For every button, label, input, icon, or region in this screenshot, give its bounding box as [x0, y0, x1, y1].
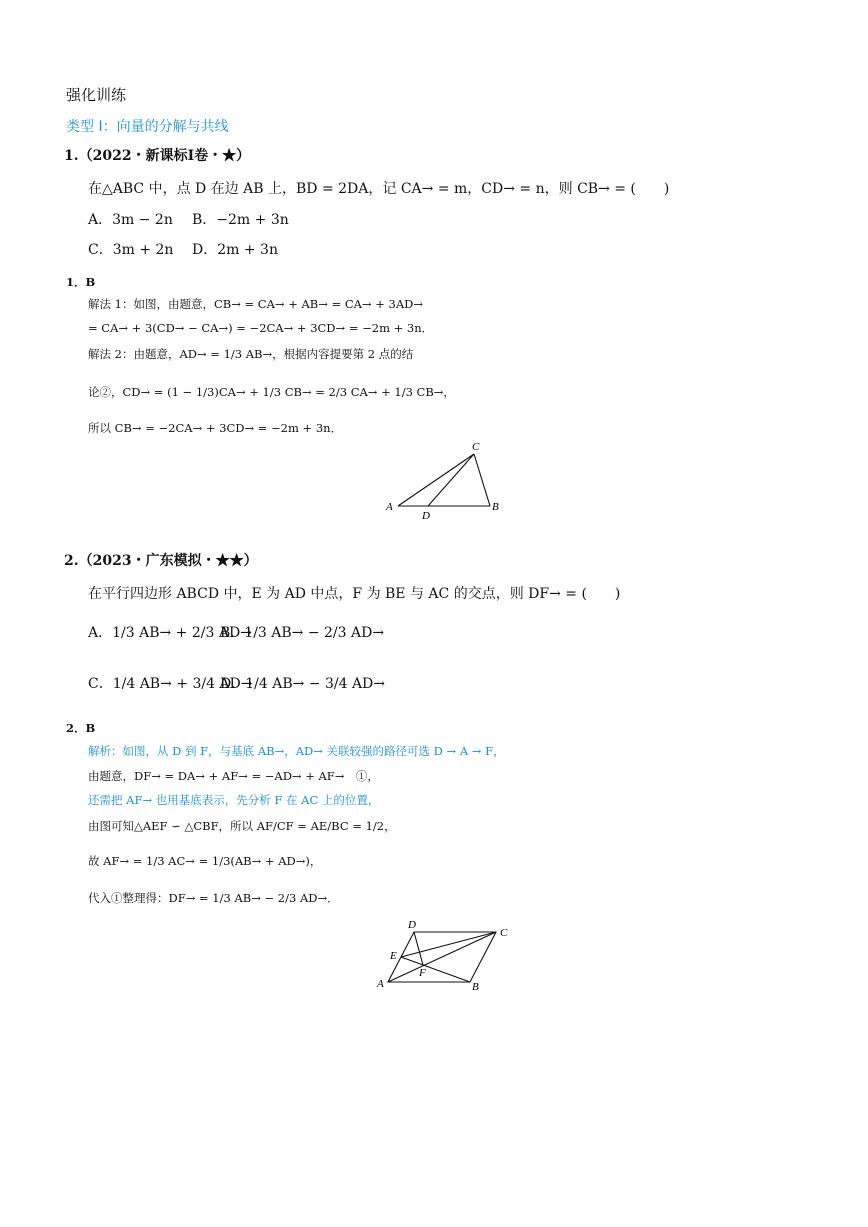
q2-option-c: C．1/4 AB→ + 3/4 AD→: [88, 676, 253, 692]
a2-line-6: 代入①整理得：DF→ = 1/3 AB→ − 2/3 AD→．: [88, 891, 339, 905]
triangle-label-a: A: [386, 501, 393, 513]
q1-option-a: A．3m − 2n: [88, 212, 173, 228]
a2-header: 2．B: [66, 721, 96, 735]
triangle-figure: [380, 438, 510, 522]
a2-line-3: 还需把 AF→ 也用基底表示，先分析 F 在 AC 上的位置，: [88, 793, 380, 807]
parallelogram-label-b: B: [472, 981, 479, 993]
q2-stem: 在平行四边形 ABCD 中，E 为 AD 中点，F 为 BE 与 AC 的交点，则 DF→ = ( ): [88, 586, 621, 602]
q1-header: 1.（2022・新课标Ⅰ卷・★）: [64, 148, 251, 164]
q2-header: 2.（2023・广东模拟・★★）: [64, 553, 258, 569]
q2-option-d: D．1/4 AB→ − 3/4 AD→: [220, 676, 386, 692]
a2-line-2: 由题意，DF→ = DA→ + AF→ = −AD→ + AF→ ①，: [88, 769, 379, 783]
a1-header: 1．B: [66, 275, 96, 289]
parallelogram-label-d: D: [408, 919, 416, 931]
triangle-label-c: C: [472, 441, 480, 453]
a1-line-2: = CA→ + 3(CD→ − CA→) = −2CA→ + 3CD→ = −2m + 3n．: [88, 321, 434, 335]
a2-line-5: 故 AF→ = 1/3 AC→ = 1/3(AB→ + AD→)，: [88, 854, 322, 868]
q2-option-a: A．1/3 AB→ + 2/3 AD→: [88, 625, 252, 641]
a1-line-1: 解法 1：如图，由题意，CB→ = CA→ + AB→ = CA→ + 3AD→: [88, 297, 423, 311]
parallelogram-label-a: A: [377, 978, 384, 990]
a1-line-3: 解法 2：由题意，AD→ = 1/3 AB→，根据内容提要第 2 点的结: [88, 347, 414, 361]
a1-line-5: 所以 CB→ = −2CA→ + 3CD→ = −2m + 3n．: [88, 421, 343, 435]
q1-stem: 在△ABC 中，点 D 在边 AB 上，BD = 2DA，记 CA→ = m，CD→ = n，则 CB→ = ( ): [88, 181, 670, 197]
q1-option-c: C．3m + 2n: [88, 242, 174, 258]
section-title: 强化训练: [66, 86, 127, 104]
parallelogram-label-e: E: [390, 950, 397, 962]
q2-option-b: B．1/3 AB→ − 2/3 AD→: [220, 625, 385, 641]
q1-option-b: B．−2m + 3n: [192, 212, 289, 228]
parallelogram-label-c: C: [500, 927, 508, 939]
a1-line-4: 论②，CD→ = (1 − 1/3)CA→ + 1/3 CB→ = 2/3 CA→ + 1/3 CB→，: [88, 385, 455, 399]
triangle-label-d: D: [422, 510, 430, 522]
parallelogram-label-f: F: [419, 967, 426, 979]
triangle-label-b: B: [492, 501, 499, 513]
a2-line-1: 解析：如图，从 D 到 F，与基底 AB→，AD→ 关联较强的路径可选 D → A → F，: [88, 744, 505, 758]
q1-option-d: D．2m + 3n: [192, 242, 278, 258]
a2-line-4: 由图可知△AEF ∽ △CBF，所以 AF/CF = AE/BC = 1/2，: [88, 819, 396, 833]
type-title: 类型 Ⅰ：向量的分解与共线: [66, 119, 229, 135]
parallelogram-figure: [372, 916, 522, 996]
